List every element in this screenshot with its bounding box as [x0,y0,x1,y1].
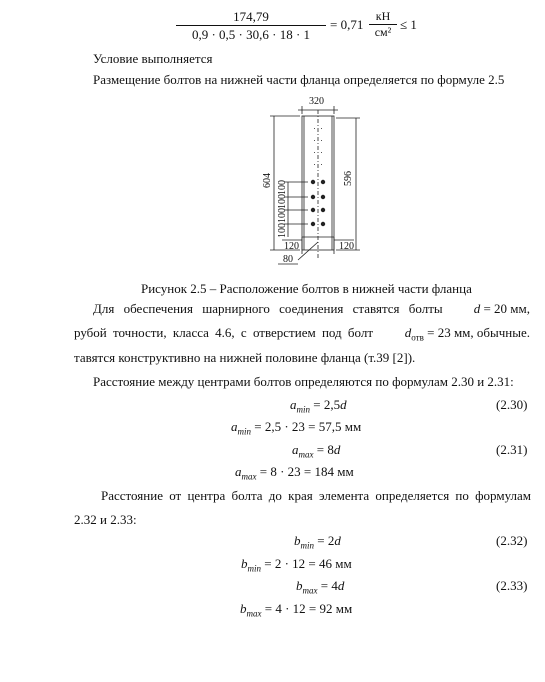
para1-line1-value: = 20 мм, [483,301,530,316]
placement-text: Размещение болтов на нижней части фланца определяется по формуле 2.5 [93,72,505,87]
para1-line1-text: Для обеспечения шарнирного соединения ставятся болты [93,301,443,316]
para2-text: Расстояние между центрами болтов определяются по формулам 2.30 и 2.31: [93,374,514,389]
formula-rhs: = 0,71 [330,17,364,32]
para1-line2-text: рубой точности, класса 4.6, с отверстием под болт [74,325,373,340]
dim-bottom-label: 80 [283,254,293,265]
para1-line2 [74,325,530,346]
bolt [321,195,325,199]
eq-number-2-33: (2.33) [496,578,528,593]
eq-a-min: $a_{min} = 2,5d$ [290,397,347,415]
eq-number-2-32: (2.32) [496,533,528,548]
bolt [311,180,315,184]
eq-a-max: $a_{max} = 8d$ [292,442,341,460]
calc-a-min: $a_{min} = 2,5 \cdot 23 = 57,5$ мм [231,419,362,437]
eq-b-min: $b_{min} = 2d$ [294,533,341,551]
dim-height-right-label: 596 [343,171,354,186]
dim-width-label: 320 [309,96,324,107]
dim-spacing-label: 100 [277,208,288,223]
bolt [311,222,315,226]
formula-numerator: 174,79 [176,8,326,26]
bolt [311,208,315,212]
dim-spacing-label: 100 [277,194,288,209]
para3-line2: 2.32 и 2.33: [74,512,137,527]
bolt [321,222,325,226]
bolt [321,180,325,184]
dim-spacing-label: 100 [277,223,288,238]
bolt [321,208,325,212]
para1-line3: тавятся конструктивно на нижней половине фланца (т.39 [2]). [74,350,416,365]
eq-number-2-31: (2.31) [496,442,528,457]
flange-bolt-drawing [0,92,545,272]
dim-spacing-label: 100 [277,180,288,195]
para1-line1 [93,301,530,317]
eq-number-2-30: (2.30) [496,397,528,412]
unit-denominator: см² [374,25,392,39]
condition-text: Условие выполняется [93,51,213,66]
formula-unit [369,9,397,40]
dim-edge-left-label: 120 [284,241,299,252]
unit-numerator: кН [369,9,397,25]
calc-a-max: $a_{max} = 8 \cdot 23 = 184$ мм [235,464,354,482]
calc-b-max: $b_{max} = 4 \cdot 12 = 92$ мм [240,601,353,619]
formula-tail: ≤ 1 [400,17,417,32]
dim-edge-right-label: 120 [339,241,354,252]
dim-height-left-label: 604 [262,173,273,188]
sub-otv: отв [411,332,424,343]
bolt [311,195,315,199]
para3-line1: Расстояние от центра болта до края элемента определяется по формулам [101,488,531,503]
formula-denominator: 0,9 · 0,5 · 30,6 · 18 · 1 [191,27,311,42]
calc-b-min: $b_{min} = 2 \cdot 12 = 46$ мм [241,556,352,574]
eq-b-max: $b_{max} = 4d$ [296,578,345,596]
var-d-otv: d [404,325,412,340]
top-formula-fraction [176,8,326,43]
figure-caption: Рисунок 2.5 – Расположение болтов в нижней части фланца [141,281,472,296]
var-d: d [473,301,481,316]
para1-line2-value: = 23 мм, обычные. [427,325,530,340]
